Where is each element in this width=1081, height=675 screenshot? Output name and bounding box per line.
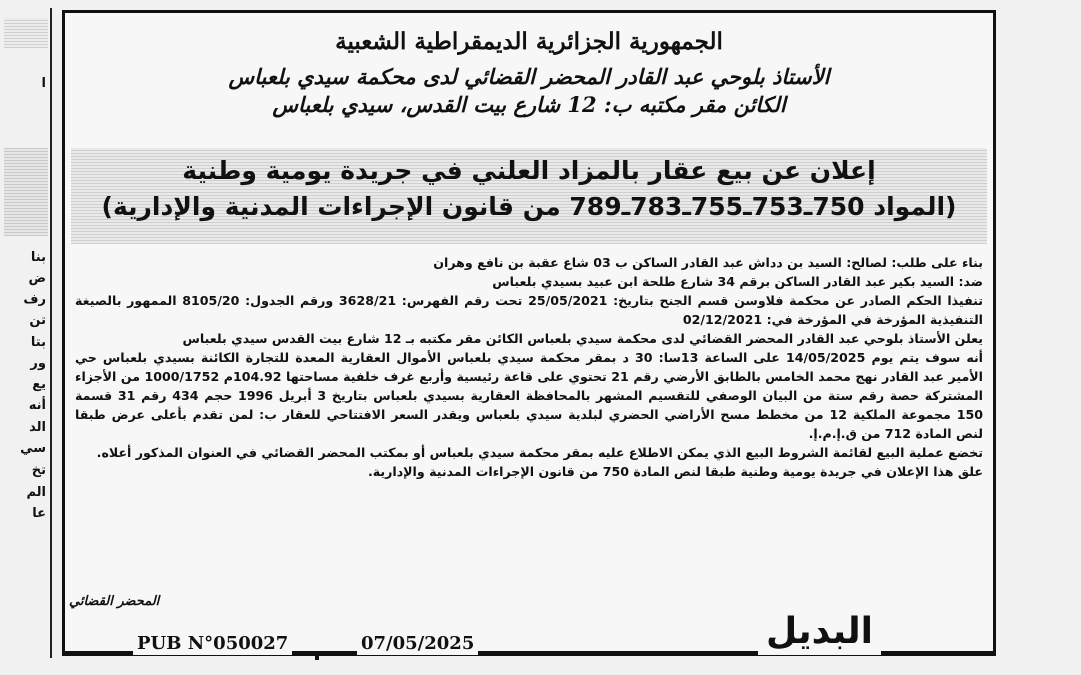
office-address: الكائن مقر مكتبه ب: 12 شارع بيت القدس، سيدي بلعباس <box>272 92 786 117</box>
adjacent-column-line: ا <box>41 76 46 91</box>
adjacent-column-line: الد <box>29 420 46 435</box>
body-paragraph-sale-details: أنه سوف يتم يوم 14/05/2025 على الساعة 13سا: 30 د بمقر محكمة سيدي بلعباس الأموال العقارية المعدة للتجارة الكائنة بسيدي بلعباس حي الأمير عبد القادر نهج محمد الخامس بالطابق الأرضي رقم 21 تحتوي على قاعة رئيسية وأربع غرف خلفية مساحتها 104.92م 1000/1752 من الأجزاء المشتركة حصة رقم ستة من البيان الوصفي للتقسيم المشهر بالمحافظة العقارية بسيدي بلعباس بتاريخ 3 أبريل 1996 حجم 434 رقم 31 قسمة 150 مجموعة الملكية 12 من مخطط مسح الأراضي الحضري لبلدية سيدي بلعباس ويقدر السعر الافتتاحي للعقار ب: لمن تقدم بأعلى عرض طبقا لنص المادة 712 من ق.إ.م.إ. <box>75 350 984 441</box>
adjacent-column-shade <box>4 18 48 48</box>
adjacent-column-line: تن <box>29 313 46 328</box>
adjacent-column-line: الم <box>26 485 46 500</box>
adjacent-column-line: ض <box>28 271 46 286</box>
body-paragraph-against: ضد: السيد بكير عبد القادر الساكن برقم 34 شارع طلحة ابن عبيد بسيدي بلعباس <box>492 274 983 289</box>
adjacent-column-line: تخ <box>31 463 46 478</box>
newspaper-name: البديل <box>758 609 881 655</box>
body-paragraph-requester: بناء على طلب: لصالح: السيد بن دداش عبد القادر الساكن ب 03 شاع عقبة بن نافع وهران <box>433 255 983 270</box>
adjacent-column-line: ور <box>30 356 46 371</box>
adjacent-column-line: عا <box>32 506 46 521</box>
auction-notice <box>62 10 996 656</box>
adjacent-column-shade <box>4 148 48 236</box>
signature: المحضر القضائي <box>69 594 160 609</box>
body-paragraph-announcement: يعلن الأستاذ بلوحي عبد القادر المحضر القضائي لدى محكمة سيدي بلعباس الكائن مقر مكتبه بـ 12 شارع بيت القدس سيدي بلعباس <box>182 331 983 346</box>
adjacent-column <box>0 8 52 658</box>
adjacent-column-line: رف <box>23 292 46 307</box>
republic-title: الجمهورية الجزائرية الديمقراطية الشعبية <box>335 28 723 55</box>
bailiff-line: الأستاذ بلوحي عبد القادر المحضر القضائي لدى محكمة سيدي بلعباس <box>228 64 830 89</box>
notice-header <box>65 27 993 119</box>
notice-title-box <box>71 148 987 244</box>
adjacent-column-line: سي <box>20 441 46 456</box>
pub-date: 07/05/2025 <box>357 633 478 655</box>
body-paragraph-conditions: تخضع عملية البيع لقائمة الشروط البيع الذي يمكن الاطلاع عليه بمقر محكمة سيدي بلعباس أو بمكتب المحضر القضائي في العنوان المذكور أعلاه. <box>96 445 983 460</box>
body-paragraph-judgment: تنفيذا الحكم الصادر عن محكمة فلاوسن قسم الجنح بتاريخ: 25/05/2021 تحت رقم الفهرس: 3628/21 ورقم الجدول: 8105/20 الممهور بالصيغة التنفيذية المؤرخة في المؤرخة في: 02/12/2021 <box>75 293 984 327</box>
adjacent-column-line: يع <box>32 377 46 392</box>
body-paragraph-publication: علق هذا الإعلان في جريدة يومية وطنية طبقا لنص المادة 750 من قانون الإجراءات المدنية والإدارية. <box>368 464 983 479</box>
adjacent-column-line: بنا <box>30 250 46 265</box>
pub-number: PUB N°050027 <box>133 633 292 655</box>
adjacent-column-line: بتا <box>30 335 46 350</box>
notice-body <box>75 253 983 481</box>
notice-legal-articles: (المواد 750ـ753ـ755ـ783ـ789 من قانون الإجراءات المدنية والإدارية) <box>101 192 957 221</box>
notice-title: إعلان عن بيع عقار بالمزاد العلني في جريدة يومية وطنية <box>182 156 876 185</box>
adjacent-column-line: أنه <box>28 398 46 413</box>
separator-dot <box>315 656 319 660</box>
